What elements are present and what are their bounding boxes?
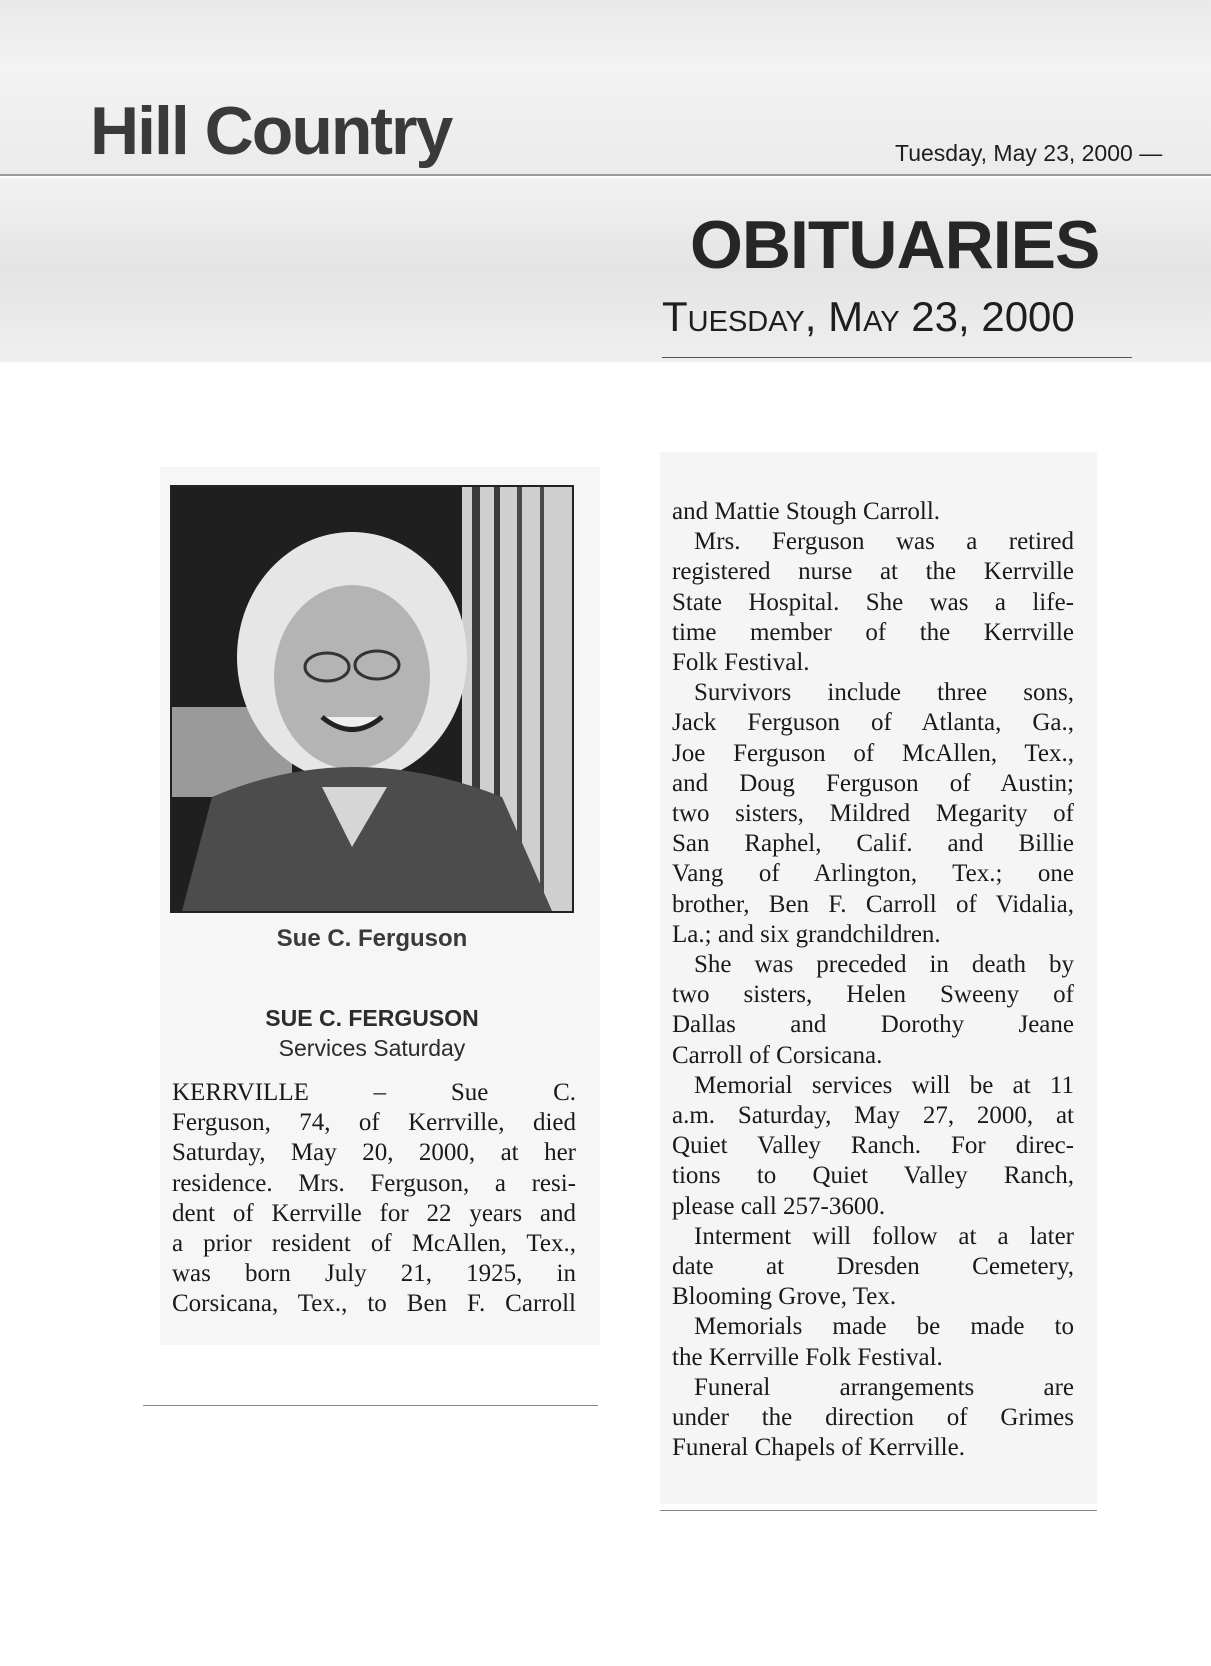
clipping-bottom-rule-left bbox=[143, 1405, 598, 1406]
text-line: tions to Quiet Valley Ranch, bbox=[672, 1162, 1074, 1190]
text-line: Quiet Valley Ranch. For direc- bbox=[672, 1132, 1074, 1160]
photo-caption: Sue C. Ferguson bbox=[276, 925, 468, 952]
portrait-photo bbox=[170, 485, 574, 913]
text-line: KERRVILLE – Sue C. bbox=[172, 1079, 576, 1106]
text-line: two sisters, Helen Sweeny of bbox=[672, 981, 1074, 1009]
text-line: Vang of Arlington, Tex.; one bbox=[672, 860, 1074, 888]
obituary-name-heading: SUE C. FERGUSON bbox=[265, 1005, 479, 1031]
masthead-date: Tuesday, May 23, 2000 — bbox=[895, 140, 1163, 166]
text-line: was born July 21, 1925, in bbox=[172, 1260, 576, 1288]
text-line: brother, Ben F. Carroll of Vidalia, bbox=[672, 890, 1074, 918]
text-line: Funeral Chapels of Kerrville. bbox=[672, 1434, 965, 1462]
masthead-title: Hill Country bbox=[90, 93, 452, 169]
text-line: She was preceded in death by bbox=[694, 951, 1074, 979]
text-line: Saturday, May 20, 2000, at her bbox=[172, 1139, 576, 1167]
text-line: two sisters, Mildred Megarity of bbox=[672, 800, 1074, 828]
section-rule bbox=[662, 357, 1132, 358]
section-title: OBITUARIES bbox=[690, 207, 1100, 283]
text-line: the Kerrville Folk Festival. bbox=[672, 1343, 943, 1371]
text-line: under the direction of Grimes bbox=[672, 1404, 1074, 1432]
text-line: San Raphel, Calif. and Billie bbox=[672, 830, 1074, 858]
text-line: and Mattie Stough Carroll. bbox=[672, 498, 941, 525]
text-line: Survivors include three sons, bbox=[694, 679, 1074, 707]
obituary-subheading: Services Saturday bbox=[278, 1035, 466, 1061]
text-line: Corsicana, Tex., to Ben F. Carroll bbox=[172, 1290, 576, 1318]
text-line: Ferguson, 74, of Kerrville, died bbox=[172, 1109, 576, 1137]
text-line: La.; and six grandchildren. bbox=[672, 920, 941, 948]
masthead-rule bbox=[0, 174, 1211, 176]
text-line: Blooming Grove, Tex. bbox=[672, 1283, 897, 1311]
text-line: date at Dresden Cemetery, bbox=[672, 1253, 1074, 1281]
text-line: a.m. Saturday, May 27, 2000, at bbox=[672, 1102, 1074, 1130]
obituary-body-right bbox=[672, 497, 1074, 1464]
text-line: dent of Kerrville for 22 years and bbox=[172, 1199, 576, 1227]
text-line: and Doug Ferguson of Austin; bbox=[672, 769, 1074, 797]
text-line: Mrs. Ferguson was a retired bbox=[694, 528, 1074, 556]
text-line: State Hospital. She was a life- bbox=[672, 588, 1074, 616]
clipping-bottom-rule-right bbox=[660, 1510, 1097, 1511]
text-line: Funeral arrangements are bbox=[694, 1373, 1074, 1401]
text-line: Jack Ferguson of Atlanta, Ga., bbox=[672, 709, 1074, 737]
text-line: registered nurse at the Kerrville bbox=[672, 558, 1074, 586]
section-date: Tuesday, May 23, 2000 bbox=[662, 293, 1075, 340]
obituary-body-left bbox=[172, 1078, 576, 1320]
text-line: residence. Mrs. Ferguson, a resi- bbox=[172, 1169, 576, 1197]
text-line: Joe Ferguson of McAllen, Tex., bbox=[672, 739, 1074, 767]
portrait-image bbox=[172, 487, 572, 911]
text-line: Interment will follow at a later bbox=[694, 1222, 1074, 1250]
text-line: Folk Festival. bbox=[672, 649, 810, 677]
text-line: Memorials made be made to bbox=[694, 1313, 1074, 1341]
text-line: Carroll of Corsicana. bbox=[672, 1041, 883, 1069]
text-line: time member of the Kerrville bbox=[672, 618, 1074, 646]
text-line: Memorial services will be at 11 bbox=[694, 1071, 1074, 1099]
text-line: a prior resident of McAllen, Tex., bbox=[172, 1230, 576, 1258]
text-line: please call 257-3600. bbox=[672, 1192, 886, 1220]
text-line: Dallas and Dorothy Jeane bbox=[672, 1011, 1074, 1039]
